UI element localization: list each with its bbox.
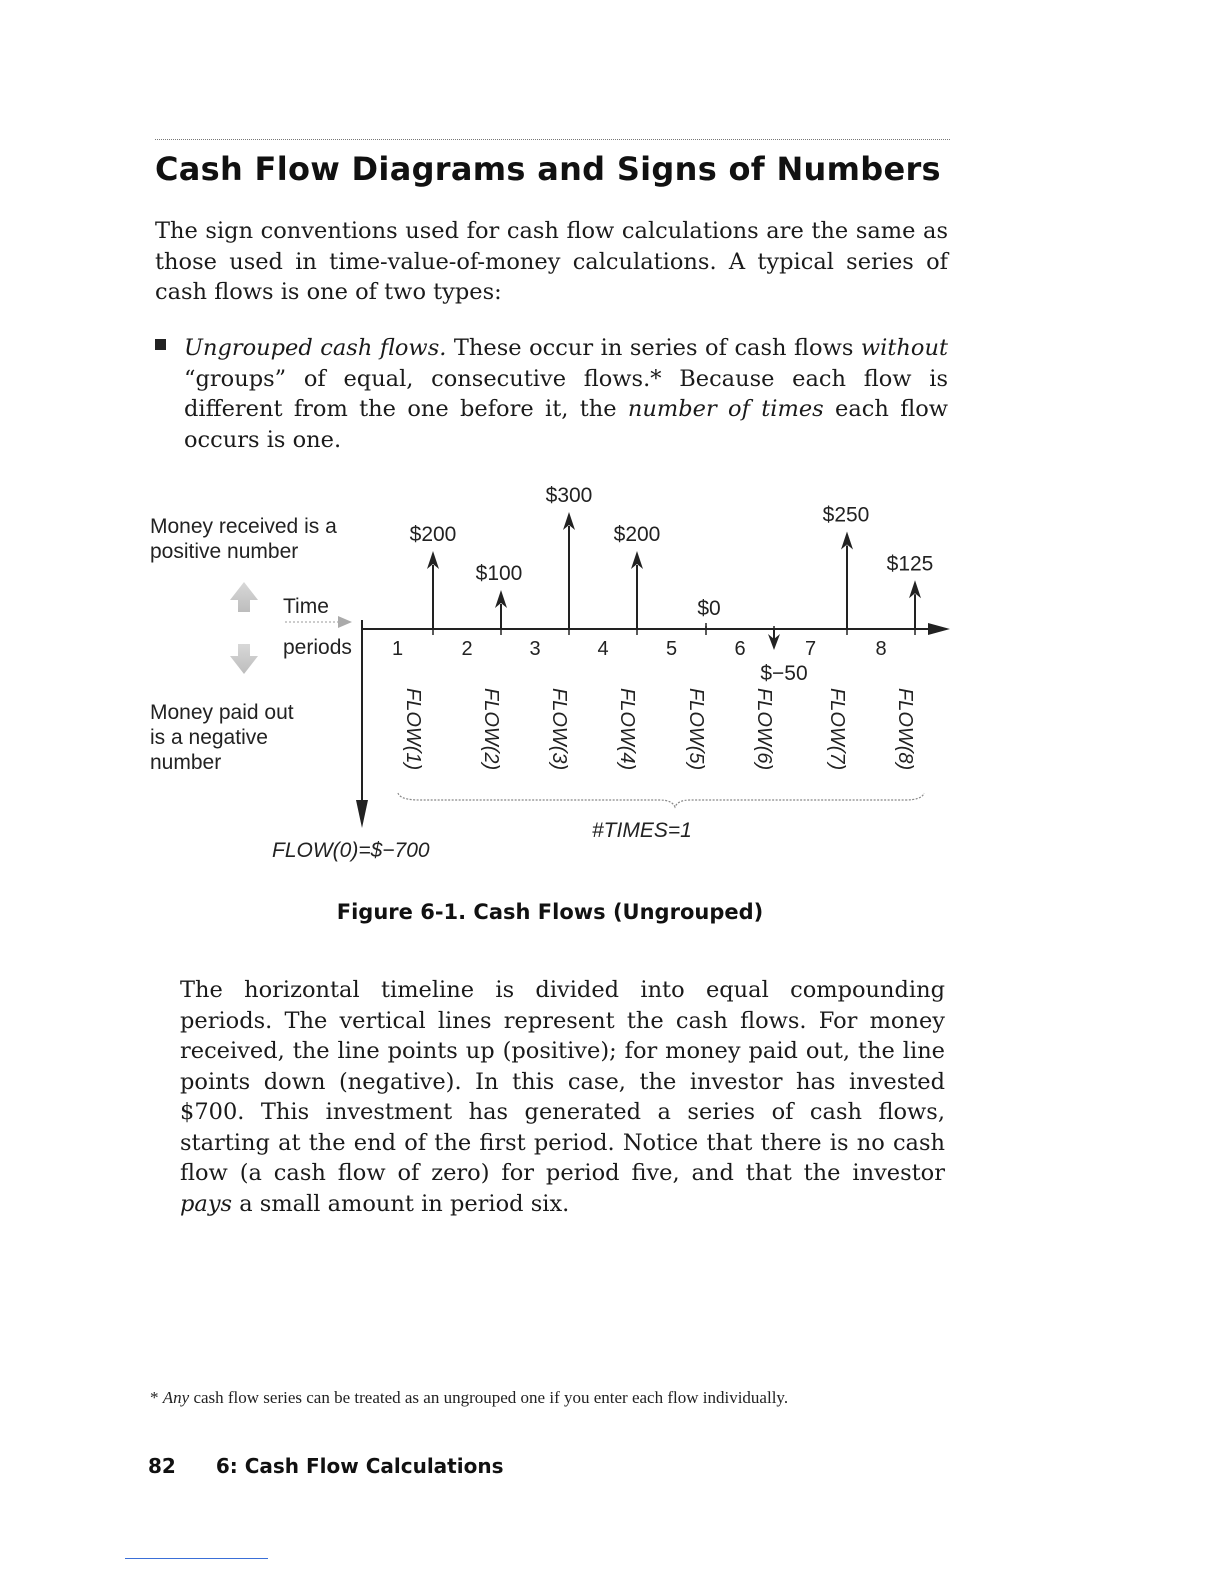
period-label-3: 3	[529, 638, 541, 660]
flow-amount-6: $−50	[760, 662, 808, 685]
flow-6	[760, 629, 807, 685]
up-down-arrow-icon	[230, 582, 258, 674]
flow-5	[697, 597, 720, 629]
page-footer	[148, 1454, 503, 1478]
flow-amount-5: $0	[697, 597, 721, 620]
flow-1	[410, 523, 457, 629]
bottom-edge-line	[125, 1558, 268, 1559]
label-periods: periods	[283, 636, 352, 659]
timeline-arrowhead	[928, 623, 950, 635]
period-label-4: 4	[597, 638, 609, 660]
body-paragraph	[180, 975, 945, 1219]
flow-8	[887, 552, 934, 629]
period-label-1: 1	[391, 638, 404, 660]
flow-name-7: FLOW(7)	[826, 688, 848, 771]
flow-amount-1: $200	[409, 523, 457, 546]
label-time: Time	[283, 595, 329, 618]
section-heading: Cash Flow Diagrams and Signs of Numbers	[155, 150, 941, 188]
flow-amount-4: $200	[613, 523, 661, 546]
footnote-text: cash flow series can be treated as an ungrouped one if you enter each flow individually.	[189, 1388, 789, 1407]
period-label-8: 8	[875, 638, 887, 660]
footnote-em: Any	[162, 1388, 190, 1407]
initial-flow-arrowhead	[356, 800, 368, 828]
label-paid-line-1: Money paid out	[150, 701, 294, 724]
bullet-em-number-of-times: number of times	[627, 396, 824, 422]
flow-amount-2: $100	[475, 562, 523, 585]
flow-name-5: FLOW(5)	[685, 688, 707, 771]
flow-7	[823, 504, 870, 630]
flow-name-3: FLOW(3)	[548, 688, 570, 771]
label-paid-line-2: is a negative	[150, 726, 268, 749]
period-label-6: 6	[734, 638, 746, 660]
flow-name-1: FLOW(1)	[402, 688, 424, 771]
chapter-title: 6: Cash Flow Calculations	[215, 1454, 504, 1478]
page-number: 82	[148, 1454, 176, 1478]
flow-name-8: FLOW(8)	[894, 688, 916, 771]
intro-paragraph: The sign conventions used for cash flow calculations are the same as those used in time-value-of-money calculations. A typical series of cash flows is one of two types:	[155, 218, 948, 305]
bullet-text-b: “groups” of equal, consecutive flows.* Because each flow is different from the one before it, the	[184, 365, 948, 422]
label-paid-line-3: number	[150, 751, 222, 774]
initial-flow-label: FLOW(0)=$−700	[272, 839, 430, 862]
body-text-a: The horizontal timeline is divided into equal compounding periods. The vertical lines represent the cash flows. For money received, the line points up (positive); for money paid out, the line points down (negative). In this case, the investor has invested $700. This investment has generated a series of cash flows, starting at the end of the first period. Notice that there is no cash flow (a cash flow of zero) for period five, and that the investor	[180, 977, 945, 1186]
footnote-star: *	[150, 1388, 163, 1407]
bullet-term: Ungrouped cash flows.	[184, 335, 447, 361]
times-brace	[398, 793, 924, 807]
body-text-b: a small amount in period six.	[232, 1190, 570, 1217]
flow-2	[476, 562, 523, 629]
times-label: #TIMES=1	[592, 819, 692, 842]
flow-3	[546, 484, 593, 629]
footnote	[150, 1388, 950, 1408]
period-label-5: 5	[665, 638, 678, 660]
bullet-em-without: without	[860, 335, 948, 361]
period-label-7: 7	[804, 638, 817, 660]
label-received-line-2: positive number	[150, 540, 299, 563]
label-received-line-1: Money received is a	[150, 515, 337, 538]
period-label-2: 2	[461, 638, 473, 660]
flow-amount-8: $125	[886, 552, 934, 576]
flow-amount-3: $300	[545, 484, 593, 507]
flow-name-2: FLOW(2)	[480, 688, 502, 771]
body-em-pays: pays	[180, 1190, 233, 1217]
flow-name-6: FLOW(6)	[753, 688, 775, 771]
time-arrow-icon	[285, 616, 352, 628]
flow-4	[614, 523, 661, 629]
bullet-text-a: These occur in series of cash flows	[446, 335, 861, 361]
flow-name-4: FLOW(4)	[616, 688, 638, 771]
flow-amount-7: $250	[822, 503, 870, 527]
bullet-text-c: each flow occurs is one.	[184, 396, 949, 453]
figure-caption: Figure 6-1. Cash Flows (Ungrouped)	[336, 900, 764, 924]
